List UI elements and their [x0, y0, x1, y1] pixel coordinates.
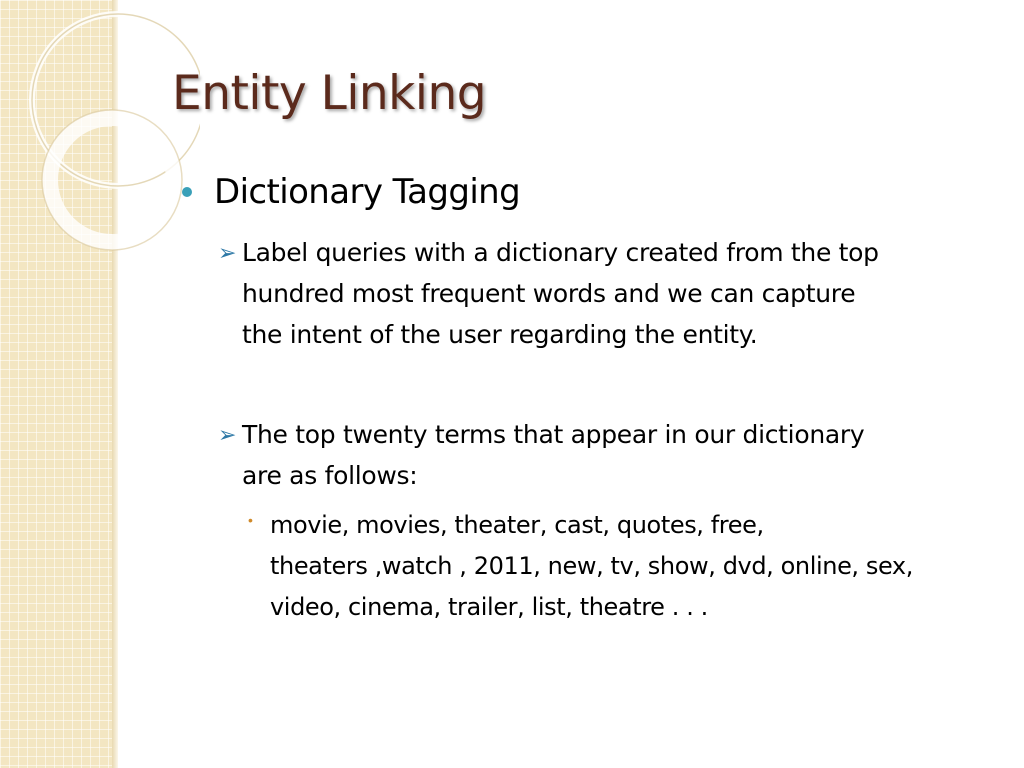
text-line: hundred most frequent words and we can capture: [242, 279, 856, 308]
arrow-bullet-icon: ➢: [218, 240, 237, 265]
bullet-level3-text: [270, 505, 913, 628]
text-line: video, cinema, trailer, list, theatre . . .: [270, 593, 708, 621]
bullet-level2-item: [218, 414, 988, 496]
text-line: theaters ,watch , 2011, new, tv, show, dvd, online, sex,: [270, 552, 913, 580]
arrow-bullet-icon: ➢: [218, 422, 237, 447]
small-dot-bullet-icon: •: [248, 512, 253, 528]
text-line: The top twenty terms that appear in our dictionary: [242, 420, 865, 449]
text-line: the intent of the user regarding the entity.: [242, 320, 758, 349]
circle-bullet-icon: [182, 187, 192, 197]
bullet-level2-text: [242, 232, 879, 355]
decorative-rings-icon: [0, 0, 200, 260]
text-line: are as follows:: [242, 461, 418, 490]
bullet-level2-text: [242, 414, 864, 496]
bullet-level3-item: [248, 505, 1008, 628]
bullet-level2-item: [218, 232, 988, 355]
text-line: Label queries with a dictionary created from the top: [242, 238, 879, 267]
bullet-level1-text: Dictionary Tagging: [214, 172, 521, 212]
text-line: movie, movies, theater, cast, quotes, free,: [270, 511, 764, 539]
slide-title: Entity Linking: [172, 66, 487, 121]
bullet-level1: [182, 172, 520, 212]
